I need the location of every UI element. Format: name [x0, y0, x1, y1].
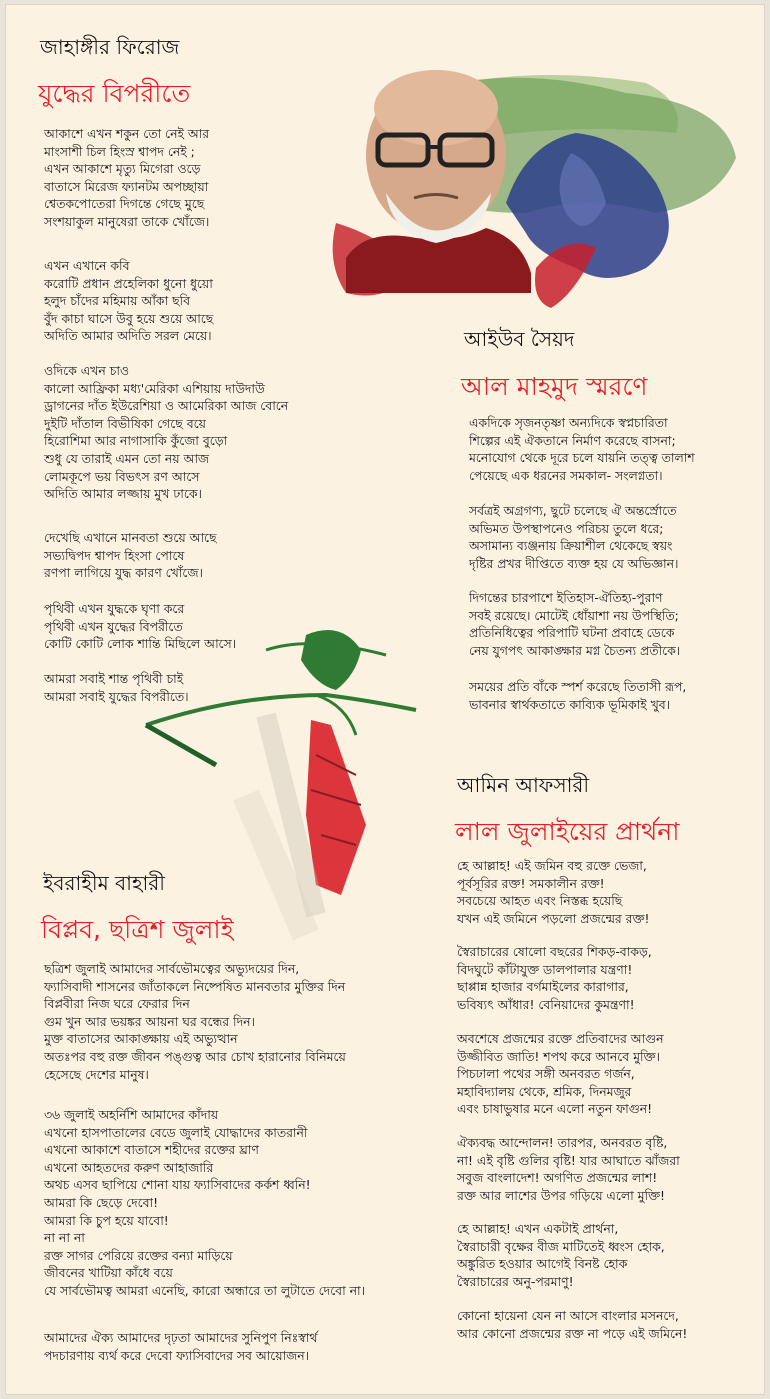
poet-name-amin-afsari: আমিন আফসারী: [457, 773, 590, 797]
poem1-stanza-6: [44, 670, 189, 705]
verse-line: অতঃপর বহু রক্ত জীবন পঙ্গুত্ব আর চোখ হারানোর বিনিময়ে: [44, 1048, 346, 1064]
poem2-stanza-1: [469, 414, 695, 484]
verse-line: সবই রয়েছে। মোটেই ধোঁয়াশা নয় উপস্থিতি;: [469, 607, 679, 623]
poem-title-lal-julaiyer-prarthona: লাল জুলাইয়ের প্রার্থনা: [455, 817, 680, 846]
poem1-stanza-3: [44, 362, 288, 503]
verse-line: ঐক্যবদ্ধ আন্দোলন! তারপর, অনবরত বৃষ্টি,: [457, 1135, 668, 1150]
verse-line: যে সার্বভৌমত্ব আমরা এনেছি, কারো অন্ধারে তা লুটাতে দেবো না।: [44, 1282, 366, 1298]
verse-line: পদচারণায় ব্যর্থ করে দেবো ফ্যাসিবাদের সব আয়োজন।: [44, 1347, 310, 1363]
verse-line: যখন এই জমিনে পড়লো প্রজন্মের রক্ত!: [457, 910, 650, 926]
poet-name-aiub-syed: আইউব সৈয়দ: [464, 327, 575, 351]
verse-line: দৃষ্টির প্রখর দীপ্তিতে ব্যক্ত হয় যে অভিজ্ঞান।: [469, 555, 679, 571]
verse-line: মুক্ত বাতাসের আকাঙ্ক্ষায় এই অভ্যুত্থান: [44, 1031, 238, 1047]
verse-line: একদিকে সৃজনতৃষ্ণা অন্যদিকে স্বপ্নচারিতা: [469, 415, 668, 430]
verse-line: স্বৈরাচারের অনু-পরমাণু!: [457, 1273, 574, 1289]
verse-line: অবশেষে প্রজন্মের রক্তে প্রতিবাদের আগুন: [457, 1031, 664, 1046]
verse-line: শ্বেতকপোতেরা দিগন্তে গেছে মুছে: [44, 196, 205, 212]
verse-line: করোটি প্রধান প্রহেলিকা ধুনো ধুয়ো: [44, 275, 213, 291]
verse-line: ওদিকে এখন চাও: [44, 363, 130, 378]
verse-line: রণপা লাগিয়ে যুদ্ধ কারণ খোঁজে।: [44, 565, 203, 581]
verse-line: দেখেছি এখানে মানবতা শুয়ে আছে: [44, 530, 217, 545]
verse-line: ছাপ্পান্ন হাজার বর্গমাইলের কারাগার,: [457, 979, 629, 995]
verse-line: ছত্রিশ জুলাই আমাদের সার্বভৌমত্বের অভ্যুদয়ের দিন,: [44, 961, 300, 976]
literature-page: [6, 5, 764, 1394]
poem3-stanza-6: [457, 1307, 687, 1342]
verse-line: নেয় যুগপৎ আকাঙ্ক্ষার মগ্ন চৈতন্য প্রতীকে।: [469, 642, 681, 658]
poem1-stanza-1: [44, 125, 209, 231]
verse-line: কালো আফ্রিকা মধ্য'মেরিকা এশিয়ায় দাউদাউ: [44, 380, 265, 396]
poem2-stanza-4: [469, 678, 686, 713]
verse-line: উজ্জীবিত জাতি! শপথ করে আনবে মুক্তি।: [457, 1048, 660, 1064]
verse-line: কোনো হায়েনা যেন না আসে বাংলার মসনদে,: [457, 1308, 679, 1323]
verse-line: সংশয়াকুল মানুষেরা তাকে খোঁজে।: [44, 213, 210, 229]
verse-line: রক্ত সাগর পেরিয়ে রক্তের বন্যা মাড়িয়ে: [44, 1247, 233, 1263]
verse-line: রক্ত আর লাশের উপর গড়িয়ে এলো মুক্তি!: [457, 1187, 666, 1203]
poem-title-juddher-biparite: যুদ্ধের বিপরীতে: [38, 79, 191, 108]
verse-line: অদিতি আমার অদিতি সরল মেয়ে।: [44, 328, 212, 344]
verse-line: পিচঢালা পথের সঙ্গী অনবরত গর্জন,: [457, 1066, 635, 1082]
verse-line: এখনো আহতদের করুণ আহাজারি: [44, 1159, 214, 1175]
poet-name-jahangir-firoz: জাহাঙ্গীর ফিরোজ: [40, 35, 180, 59]
verse-line: না! এই বৃষ্টি গুলির বৃষ্টি! যার আঘাতে ঝাঁজরা: [457, 1152, 680, 1168]
verse-line: সবচেয়ে আহত এবং নিস্তব্ধ হয়েছি: [457, 893, 623, 909]
verse-line: আমরা কি চুপ হয়ে যাবো!: [44, 1212, 169, 1228]
poem3-stanza-5: [457, 1220, 665, 1290]
verse-line: এবং চাষাভুষার মনে এলো নতুন ফাগুন!: [457, 1101, 653, 1117]
verse-line: কোটি কোটি লোক শান্তি মিছিলে আসে।: [44, 636, 237, 652]
verse-line: আমরা সবাই শান্ত পৃথিবী চাই: [44, 671, 184, 686]
verse-line: আকাশে এখন শকুন তো নেই আর: [44, 126, 210, 141]
verse-line: আমরা কি ছেড়ে দেবো!: [44, 1194, 159, 1210]
verse-line: মহাবিদ্যালয় থেকে, শ্রমিক, দিনমজুর: [457, 1083, 632, 1099]
verse-line: হে আল্লাহ! এখন একটাই প্রার্থনা,: [457, 1221, 619, 1236]
verse-line: এখন এখানে কবি: [44, 258, 130, 273]
verse-line: অভিমত উপস্থাপনেও পরিচয় তুলে ধরে;: [469, 520, 664, 536]
poem2-stanza-2: [469, 502, 678, 572]
verse-line: আমরা সবাই যুদ্ধের বিপরীতে।: [44, 688, 189, 704]
poem1-stanza-4: [44, 529, 217, 582]
verse-line: স্বৈরাচারের ষোলো বছরের শিকড়-বাকড়,: [457, 944, 652, 959]
verse-line: আর কোনো প্রজন্মের রক্ত না পড়ে এই জমিনে!: [457, 1325, 688, 1341]
poem3-stanza-3: [457, 1030, 664, 1118]
verse-line: হেসেছে দেশের মানুষ।: [44, 1066, 149, 1082]
poem1-stanza-2: [44, 257, 213, 345]
poem-title-biplob-chhotrish-julai: বিপ্লব, ছত্রিশ জুলাই: [41, 915, 234, 944]
verse-line: পূর্বসূরির রক্ত! সমকালীন রক্ত!: [457, 875, 605, 891]
verse-line: ড্রাগনের দাঁত ইউরেশিয়া ও আমেরিকা আজ বোনে: [44, 398, 289, 414]
verse-line: জীবনের খাটিয়া কাঁধে বয়ে: [44, 1265, 173, 1281]
verse-line: লোমকূপে ভয় বিভৎস রণ আসে: [44, 468, 200, 484]
verse-line: গুম খুন আর ভয়ঙ্কর আয়না ঘর বন্ধের দিন।: [44, 1013, 255, 1029]
verse-line: এখনো আকাশে বাতাসে শহীদের রক্তের ঘ্রাণ: [44, 1142, 259, 1158]
verse-line: না না না: [44, 1230, 85, 1246]
protest-figure-illustration: [116, 615, 446, 945]
poem1-stanza-5: [44, 600, 236, 653]
verse-line: বিদঘুটে কাঁটাযুক্ত ডালপালার যন্ত্রণা!: [457, 961, 633, 977]
verse-line: সর্বত্রই অগ্রগণ্য, ছুটে চলেছে ঐ অন্তর্স্রোতে: [469, 503, 677, 518]
verse-line: পৃথিবী এখন যুদ্ধকে ঘৃণা করে: [44, 601, 185, 616]
verse-line: ভাবনার স্বার্থকতাতে কাব্যিক ভূমিকাই খুব।: [469, 696, 671, 712]
verse-line: এখনো হাসপাতালের বেডে জুলাই যোদ্ধাদের কাতরানী: [44, 1124, 308, 1140]
verse-line: বিপ্লবীরা নিজ ঘরে ফেরার দিন: [44, 996, 190, 1012]
poem2-stanza-3: [469, 589, 680, 659]
poem-title-al-mahmud-smarane: আল মাহমুদ স্মরণে: [461, 372, 648, 401]
verse-line: সময়ের প্রতি বাঁকে স্পর্শ করেছে তিতাসী রূপ,: [469, 679, 687, 694]
poem4-stanza-3: [44, 1329, 317, 1364]
verse-line: হিরোশিমা আর নাগাসাকি কুঁজো বুড়ো: [44, 433, 228, 449]
poet-portrait-illustration: [326, 63, 746, 318]
verse-line: বুঁদ কাচা ঘাসে উবু হয়ে শুয়ে আছে: [44, 310, 214, 326]
verse-line: ফ্যাসিবাদী শাসনের জাঁতাকলে নিষ্পেষিত মানবতার মুক্তির দিন: [44, 978, 346, 994]
verse-line: ৩৬ জুলাই অহর্নিশি আমাদের কাঁদায়: [44, 1107, 219, 1122]
verse-line: মনোযোগ থেকে দূরে চলে যায়নি তত্ত্ব তালাশ: [469, 450, 695, 466]
verse-line: বাতাসে মিরেজ ফ্যানটম অপচ্ছায়া: [44, 178, 209, 194]
poem3-stanza-2: [457, 943, 652, 1013]
verse-line: শুধু যে তারাই এমন তো নয় আজ: [44, 450, 210, 466]
verse-line: দুইটি দাঁতাল বিভীষিকা গেছে বয়ে: [44, 415, 206, 431]
verse-line: শিল্পের এই ঐকতানে নির্মাণ করেছে বাসনা;: [469, 432, 676, 448]
poem4-stanza-1: [44, 960, 346, 1083]
poem3-stanza-4: [457, 1134, 680, 1204]
verse-line: সবুজ বাংলাদেশ! অগণিত প্রজন্মের লাশ!: [457, 1170, 658, 1186]
verse-line: স্বৈরাচারী বৃক্ষের বীজ মাটিতেই ধ্বংস হোক,: [457, 1238, 665, 1254]
verse-line: অসামান্য ব্যঞ্জনায় ক্রিয়াশীল থেকেছে স্বয়ং: [469, 538, 673, 554]
verse-line: মাংসাশী চিল হিংস্র শ্বাপদ নেই ;: [44, 143, 195, 159]
verse-line: সভ্যদ্বিপদ শ্বাপদ হিংসা পোষে: [44, 547, 185, 563]
poet-name-ibrahim-bahari: ইবরাহীম বাহারী: [43, 871, 165, 895]
verse-line: অথচ এসব ছাপিয়ে শোনা যায় ফ্যাসিবাদের কর্কশ ধ্বনি!: [44, 1177, 311, 1193]
verse-line: দিগন্তের চারপাশে ইতিহাস-ঐতিহ্য-পুরাণ: [469, 590, 663, 605]
verse-line: এখন আকাশে মৃত্যু মিগেরা ওড়ে: [44, 161, 201, 177]
verse-line: প্রতিনিধিত্বের পরিপাটি ঘটনা প্রবাহে ডেকে: [469, 625, 675, 641]
verse-line: পৃথিবী এখন যুদ্ধের বিপরীতে: [44, 618, 183, 634]
poem3-stanza-1: [457, 857, 650, 927]
verse-line: ভবিষ্যৎ আঁধার! বেনিয়াদের কুমন্ত্রণা!: [457, 996, 635, 1012]
verse-line: পেয়েছে এক ধরনের সমকাল- সংলগ্নতা।: [469, 467, 663, 483]
verse-line: অঙ্কুরিত হওয়ার আগেই বিনষ্ট হোক: [457, 1256, 628, 1272]
verse-line: আমাদের ঐক্য আমাদের দৃঢ়তা আমাদের সুনিপুণ নিঃস্বার্থ: [44, 1330, 318, 1345]
verse-line: অদিতি আমার লজ্জায় মুখ ঢাকে।: [44, 486, 202, 502]
verse-line: হলুদ চাঁদের মহিমায় আঁকা ছবি: [44, 293, 190, 309]
verse-line: হে আল্লাহ! এই জমিন বহু রক্তে ভেজা,: [457, 858, 647, 873]
poem4-stanza-2: [44, 1106, 365, 1300]
